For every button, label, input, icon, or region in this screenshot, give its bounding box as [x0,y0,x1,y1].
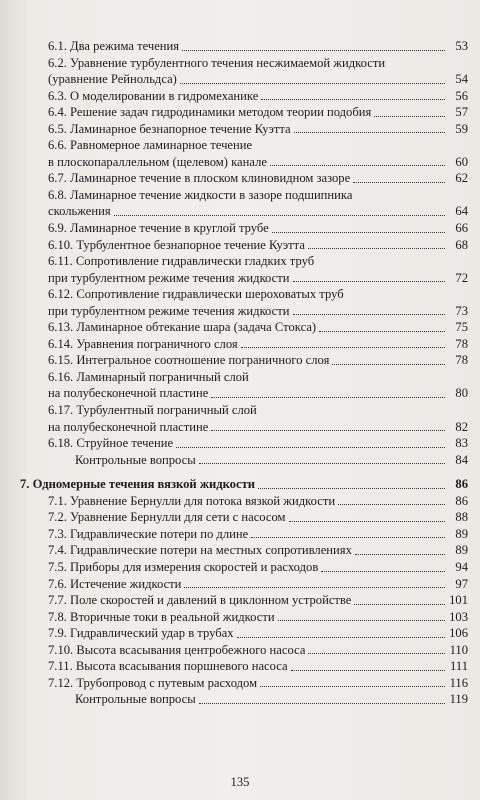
toc-page-number: 103 [449,609,468,624]
toc-page-number: 78 [455,336,468,351]
toc-entry [20,493,468,510]
dot-leader [293,314,446,315]
toc-entry [20,55,468,88]
toc-entry-title: 7.7. Поле скоростей и давлений в циклонном устройстве [48,593,352,608]
dot-leader [237,637,445,638]
toc-entry-title: 6.9. Ламинарное течение в круглой трубе [48,221,269,236]
toc-entry-title: Контрольные вопросы [75,692,196,707]
toc-page-number: 83 [455,436,468,451]
toc-entry [20,691,468,708]
toc-page-number: 80 [455,386,468,401]
toc-page-number: 97 [455,576,468,591]
toc-page-number: 64 [455,204,468,219]
toc-entry-title: в плоскопараллельном (щелевом) канале [48,154,267,169]
toc-page-number: 54 [455,72,468,87]
dot-leader [182,50,445,51]
toc-entry-title: 7.9. Гидравлический удар в трубах [48,626,234,641]
dot-leader [270,165,445,166]
toc-entry-title: при турбулентном режиме течения жидкости [48,303,290,318]
toc-entry-title: Контрольные вопросы [75,452,196,467]
dot-leader [294,132,445,133]
toc-entry-title: скольжения [48,204,111,219]
toc-entry-title: 7.8. Вторичные токи в реальной жидкости [48,609,275,624]
toc-page-number: 75 [455,320,468,335]
toc-page-number: 106 [449,626,468,641]
toc-entry [20,170,468,187]
toc-entry-title: (уравнение Рейнольдса) [48,72,177,87]
toc-page-number: 94 [455,559,468,574]
dot-leader [114,215,445,216]
toc-entry-title: 6.14. Уравнения пограничного слоя [48,336,238,351]
toc-entry-title: 6.10. Турбулентное безнапорное течение Куэтта [48,237,305,252]
dot-leader [289,521,445,522]
toc-entry [20,402,468,435]
toc-entry [20,352,468,369]
toc-entry [20,642,468,659]
toc-entry-title: 6.5. Ламинарное безнапорное течение Куэтта [48,121,291,136]
toc-entry [20,542,468,559]
toc-entry [20,220,468,237]
dot-leader [319,331,445,332]
toc-page-number: 84 [455,452,468,467]
toc-entry-title: 6.16. Ламинарный пограничный слой [48,369,249,384]
toc-entry-title: 6.1. Два режима течения [48,39,180,53]
toc-entry [20,38,468,55]
toc-entry-title: 6.18. Струйное течение [48,436,174,451]
toc-page-number: 68 [455,237,468,252]
toc-entry-title: 6.8. Ламинарное течение жидкости в зазоре подшипника [48,187,353,202]
toc-page-number: 62 [455,171,468,186]
dot-leader [261,99,445,100]
toc-entry-title: на полубесконечной пластине [48,419,209,434]
toc-entry [20,369,468,402]
toc-entry-title: 7.1. Уравнение Бернулли для потока вязкой жидкости [48,493,336,508]
toc-entry [20,336,468,353]
toc-entry [20,319,468,336]
toc-entry-title: 6.13. Ламинарное обтекание шара (задача Стокса) [48,320,317,335]
toc-entry [20,625,468,642]
toc-page-number: 88 [455,510,468,525]
toc-entry-title: при турбулентном режиме течения жидкости [48,270,290,285]
dot-leader [260,686,445,687]
toc-entry [20,658,468,675]
toc-entry [20,559,468,576]
toc-chapter [20,476,468,493]
toc-entry [20,237,468,254]
toc-entry [20,675,468,692]
toc-entry-title: 7.4. Гидравлические потери на местных сопротивлениях [48,543,352,558]
toc-page-number: 53 [455,39,468,53]
toc-page-number: 60 [455,154,468,169]
dot-leader [251,537,445,538]
dot-leader [355,554,445,555]
toc-entry-title: 7. Одномерные течения вязкой жидкости [20,477,256,492]
dot-leader [241,347,445,348]
toc-entry [20,286,468,319]
toc-page-number: 89 [455,543,468,558]
toc-entry-title: 7.12. Трубопровод с путевым расходом [48,675,258,690]
dot-leader [199,703,445,704]
toc-entry-title: 6.3. О моделировании в гидромеханике [48,88,259,103]
toc-entry-title: 6.17. Турбулентный пограничный слой [48,403,257,418]
toc-entry-title: на полубесконечной пластине [48,386,209,401]
dot-leader [338,504,445,505]
toc-page-number: 116 [449,675,468,690]
dot-leader [321,571,445,572]
page-number: 135 [230,775,250,789]
dot-leader [308,248,445,249]
toc-page-number: 72 [455,270,468,285]
dot-leader [332,364,445,365]
dot-leader [180,83,445,84]
toc-entry [20,88,468,105]
table-of-contents [20,38,468,708]
toc-page-number: 111 [450,659,468,674]
toc-entry-title: 7.11. Высота всасывания поршневого насоса [48,659,288,674]
toc-page-number: 78 [455,353,468,368]
dot-leader [199,463,445,464]
dot-leader [258,488,445,489]
dot-leader [353,182,445,183]
dot-leader [184,587,445,588]
toc-entry [20,509,468,526]
toc-entry-title: 6.12. Сопротивление гидравлически шероховатых труб [48,287,344,302]
toc-page-number: 56 [455,88,468,103]
toc-entry-title: 6.15. Интегральное соотношение пограничного слоя [48,353,330,368]
toc-entry-title: 7.10. Высота всасывания центробежного насоса [48,642,306,657]
toc-page-number: 101 [449,593,468,608]
dot-leader [176,447,445,448]
dot-leader [272,232,445,233]
dot-leader [354,604,445,605]
toc-page-number: 57 [455,105,468,120]
toc-entry-title: 7.2. Уравнение Бернулли для сети с насосом [48,510,286,525]
toc-entry-title: 6.6. Равномерное ламинарное течение [48,138,253,153]
toc-page-number: 119 [449,692,468,707]
toc-page-number: 59 [455,121,468,136]
dot-leader [291,670,445,671]
dot-leader [374,116,445,117]
dot-leader [293,281,446,282]
toc-entry [20,609,468,626]
toc-entry [20,435,468,452]
toc-entry [20,253,468,286]
toc-entry [20,576,468,593]
toc-entry [20,526,468,543]
toc-entry-title: 7.6. Истечение жидкости [48,576,182,591]
toc-entry [20,592,468,609]
toc-entry [20,452,468,469]
toc-page-number: 110 [449,642,468,657]
toc-entry-title: 6.2. Уравнение турбулентного течения несжимаемой жидкости [48,55,386,70]
dot-leader [211,397,445,398]
toc-entry [20,104,468,121]
dot-leader [308,653,445,654]
toc-entry-title: 7.5. Приборы для измерения скоростей и расходов [48,559,319,574]
toc-page-number: 82 [455,419,468,434]
toc-entry [20,121,468,138]
dot-leader [211,430,445,431]
toc-entry-title: 6.11. Сопротивление гидравлически гладких труб [48,254,315,269]
toc-entry-title: 7.3. Гидравлические потери по длине [48,526,249,541]
toc-page-number: 73 [455,303,468,318]
toc-entry [20,187,468,220]
toc-page-number: 89 [455,526,468,541]
toc-page-number: 86 [455,477,468,492]
toc-entry [20,137,468,170]
toc-entry-title: 6.4. Решение задач гидродинамики методом теории подобия [48,105,372,120]
dot-leader [278,620,445,621]
toc-page-number: 86 [455,493,468,508]
toc-entry-title: 6.7. Ламинарное течение в плоском клиновидном зазоре [48,171,351,186]
toc-page-number: 66 [455,221,468,236]
